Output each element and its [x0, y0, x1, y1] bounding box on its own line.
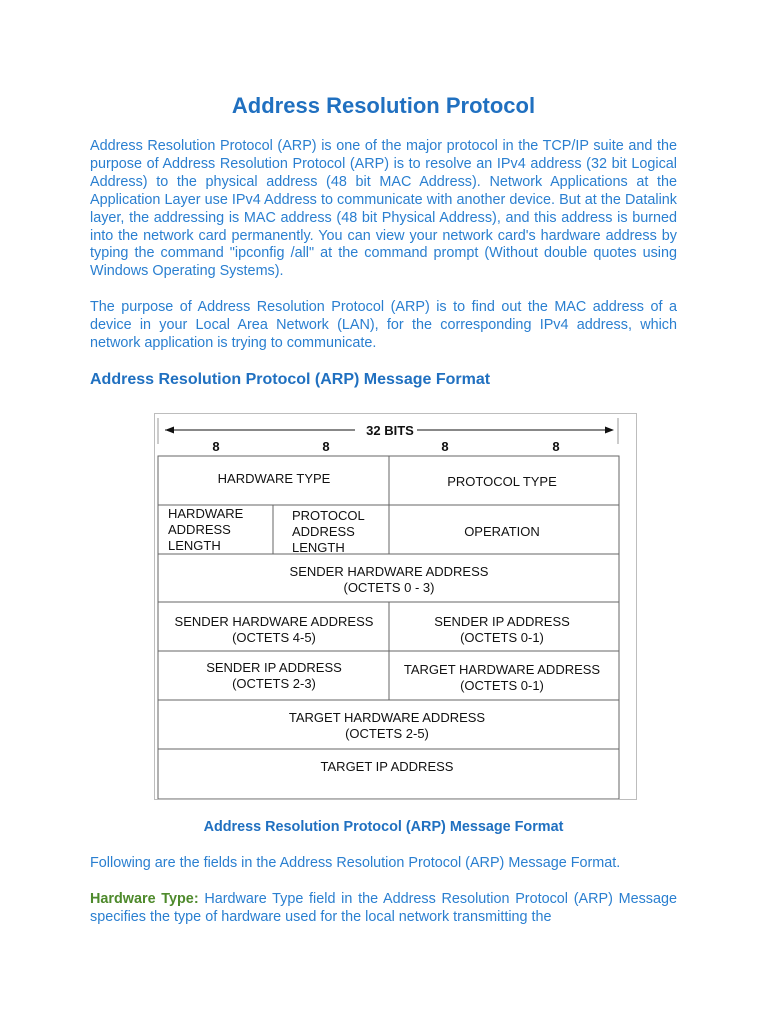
field-hardware-type: HARDWARE TYPE	[217, 471, 331, 486]
field-sender-ip-addr: SENDER IP ADDRESS	[206, 660, 342, 675]
bit-label: 8	[212, 439, 220, 454]
arrow-left-head-icon	[165, 427, 174, 434]
field-sender-hw-addr: SENDER HARDWARE ADDRESS	[289, 564, 489, 579]
field-hw-addr-len-line: HARDWARE	[168, 506, 244, 521]
figure-caption: Address Resolution Protocol (ARP) Message Format	[203, 819, 564, 835]
hardware-type-description: Hardware Type field in the Address Resolution Protocol (ARP) Message specifies the type of hardware used for the local network transmitting the	[90, 891, 677, 925]
field-sender-hw-addr: SENDER HARDWARE ADDRESS	[174, 614, 374, 629]
bit-label: 8	[441, 439, 449, 454]
width-label: 32 BITS	[366, 423, 414, 438]
field-sender-hw-addr-octets: (OCTETS 4-5)	[232, 630, 316, 645]
hardware-type-paragraph	[90, 891, 677, 927]
field-target-hw-addr-octets: (OCTETS 2-5)	[345, 726, 429, 741]
field-sender-ip-addr-octets: (OCTETS 0-1)	[460, 630, 544, 645]
arp-format-diagram	[154, 413, 637, 800]
field-sender-hw-addr-octets: (OCTETS 0 - 3)	[343, 580, 435, 595]
arp-format-svg	[155, 414, 636, 799]
fields-intro-paragraph: Following are the fields in the Address Resolution Protocol (ARP) Message Format.	[90, 855, 621, 871]
purpose-paragraph: The purpose of Address Resolution Protocol (ARP) is to find out the MAC address of a device in your Local Area Network (LAN), for the corresponding IPv4 address, which network application is trying to communicate.	[90, 299, 677, 351]
field-proto-addr-len-line: PROTOCOL	[292, 508, 365, 523]
page-title: Address Resolution Protocol	[231, 93, 536, 118]
field-target-hw-addr: TARGET HARDWARE ADDRESS	[288, 710, 486, 725]
field-target-ip-addr: TARGET IP ADDRESS	[320, 759, 454, 774]
field-sender-ip-addr-octets: (OCTETS 2-3)	[232, 676, 316, 691]
field-hw-addr-len-line: LENGTH	[168, 538, 221, 553]
bit-label: 8	[552, 439, 560, 454]
section-heading: Address Resolution Protocol (ARP) Message Format	[90, 371, 491, 388]
field-protocol-type: PROTOCOL TYPE	[447, 474, 557, 489]
field-proto-addr-len-line: LENGTH	[292, 540, 345, 555]
bit-label: 8	[322, 439, 330, 454]
field-target-hw-addr-octets: (OCTETS 0-1)	[460, 678, 544, 693]
intro-paragraph: Address Resolution Protocol (ARP) is one of the major protocol in the TCP/IP suite and the purpose of Address Resolution Protocol (ARP) is to resolve an IPv4 address (32 bit Logical Address) to the physical address (48 bit MAC Address). Network Applications at the Application Layer use IPv4 Address to communicate with another device. But at the Datalink layer, the addressing is MAC address (48 bit Physical Address), and this address is burned into the network card permanently. You can view your network card's hardware address by typing the command "ipconfig /all" at the command prompt (Without double quotes using Windows Operating Systems).	[90, 138, 677, 280]
field-sender-ip-addr: SENDER IP ADDRESS	[434, 614, 570, 629]
field-hw-addr-len-line: ADDRESS	[168, 522, 231, 537]
field-operation: OPERATION	[464, 524, 540, 539]
hardware-type-term: Hardware Type:	[90, 891, 199, 907]
arrow-right-head-icon	[605, 427, 614, 434]
field-proto-addr-len-line: ADDRESS	[292, 524, 355, 539]
field-target-hw-addr: TARGET HARDWARE ADDRESS	[403, 662, 601, 677]
